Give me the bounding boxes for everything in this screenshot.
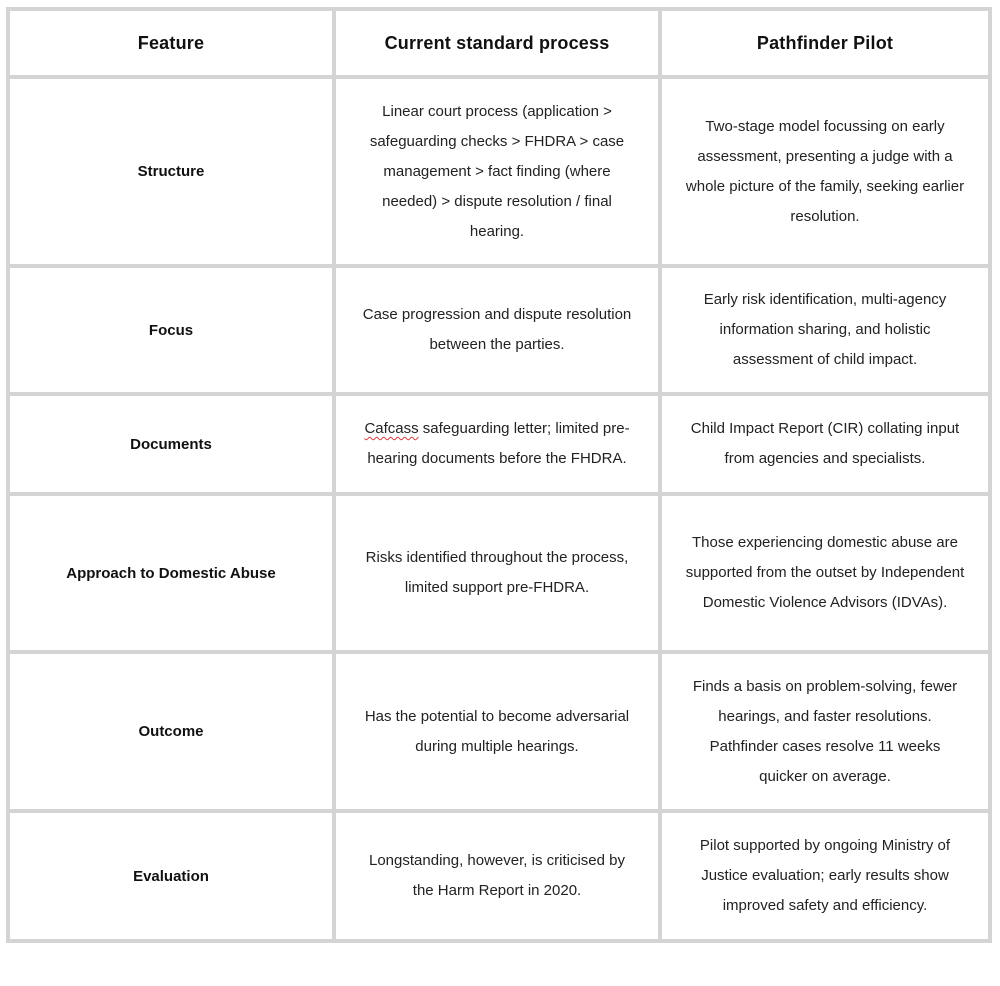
- current-process-cell[interactable]: [334, 394, 660, 494]
- current-process-cell[interactable]: Case progression and dispute resolution between the parties.: [334, 266, 660, 394]
- pilot-cell[interactable]: Those experiencing domestic abuse are supported from the outset by Independent Domestic Violence Advisors (IDVAs).: [660, 494, 990, 652]
- header-pathfinder-pilot: Pathfinder Pilot: [660, 9, 990, 77]
- table-row-outcome: [8, 652, 990, 811]
- current-process-cell[interactable]: Has the potential to become adversarial during multiple hearings.: [334, 652, 660, 811]
- header-row: [8, 9, 990, 77]
- pilot-cell[interactable]: Finds a basis on problem-solving, fewer hearings, and faster resolutions. Pathfinder cases resolve 11 weeks quicker on average.: [660, 652, 990, 811]
- comparison-table: [6, 7, 992, 943]
- feature-cell: Approach to Domestic Abuse: [8, 494, 334, 652]
- feature-cell: Structure: [8, 77, 334, 266]
- pilot-cell[interactable]: Two-stage model focussing on early assessment, presenting a judge with a whole picture of the family, seeking earlier resolution.: [660, 77, 990, 266]
- current-process-text: safeguarding letter; limited pre-hearing documents before the FHDRA.: [367, 420, 630, 467]
- pilot-cell[interactable]: Pilot supported by ongoing Ministry of Justice evaluation; early results show improved safety and efficiency.: [660, 811, 990, 941]
- pilot-cell[interactable]: Early risk identification, multi-agency information sharing, and holistic assessment of child impact.: [660, 266, 990, 394]
- feature-cell: Evaluation: [8, 811, 334, 941]
- header-current-process: Current standard process: [334, 9, 660, 77]
- feature-cell: Documents: [8, 394, 334, 494]
- table-row-documents: [8, 394, 990, 494]
- current-process-cell[interactable]: Linear court process (application > safeguarding checks > FHDRA > case management > fact finding (where needed) > dispute resolution / final hearing.: [334, 77, 660, 266]
- feature-cell: Focus: [8, 266, 334, 394]
- comparison-table-container: [6, 7, 988, 943]
- header-feature: Feature: [8, 9, 334, 77]
- table-row-focus: [8, 266, 990, 394]
- feature-cell: Outcome: [8, 652, 334, 811]
- spellcheck-flagged-word[interactable]: Cafcass: [364, 420, 419, 437]
- pilot-cell[interactable]: Child Impact Report (CIR) collating input from agencies and specialists.: [660, 394, 990, 494]
- table-row-domestic-abuse: [8, 494, 990, 652]
- table-row-evaluation: [8, 811, 990, 941]
- current-process-cell[interactable]: Risks identified throughout the process, limited support pre-FHDRA.: [334, 494, 660, 652]
- current-process-cell[interactable]: Longstanding, however, is criticised by the Harm Report in 2020.: [334, 811, 660, 941]
- table-row-structure: [8, 77, 990, 266]
